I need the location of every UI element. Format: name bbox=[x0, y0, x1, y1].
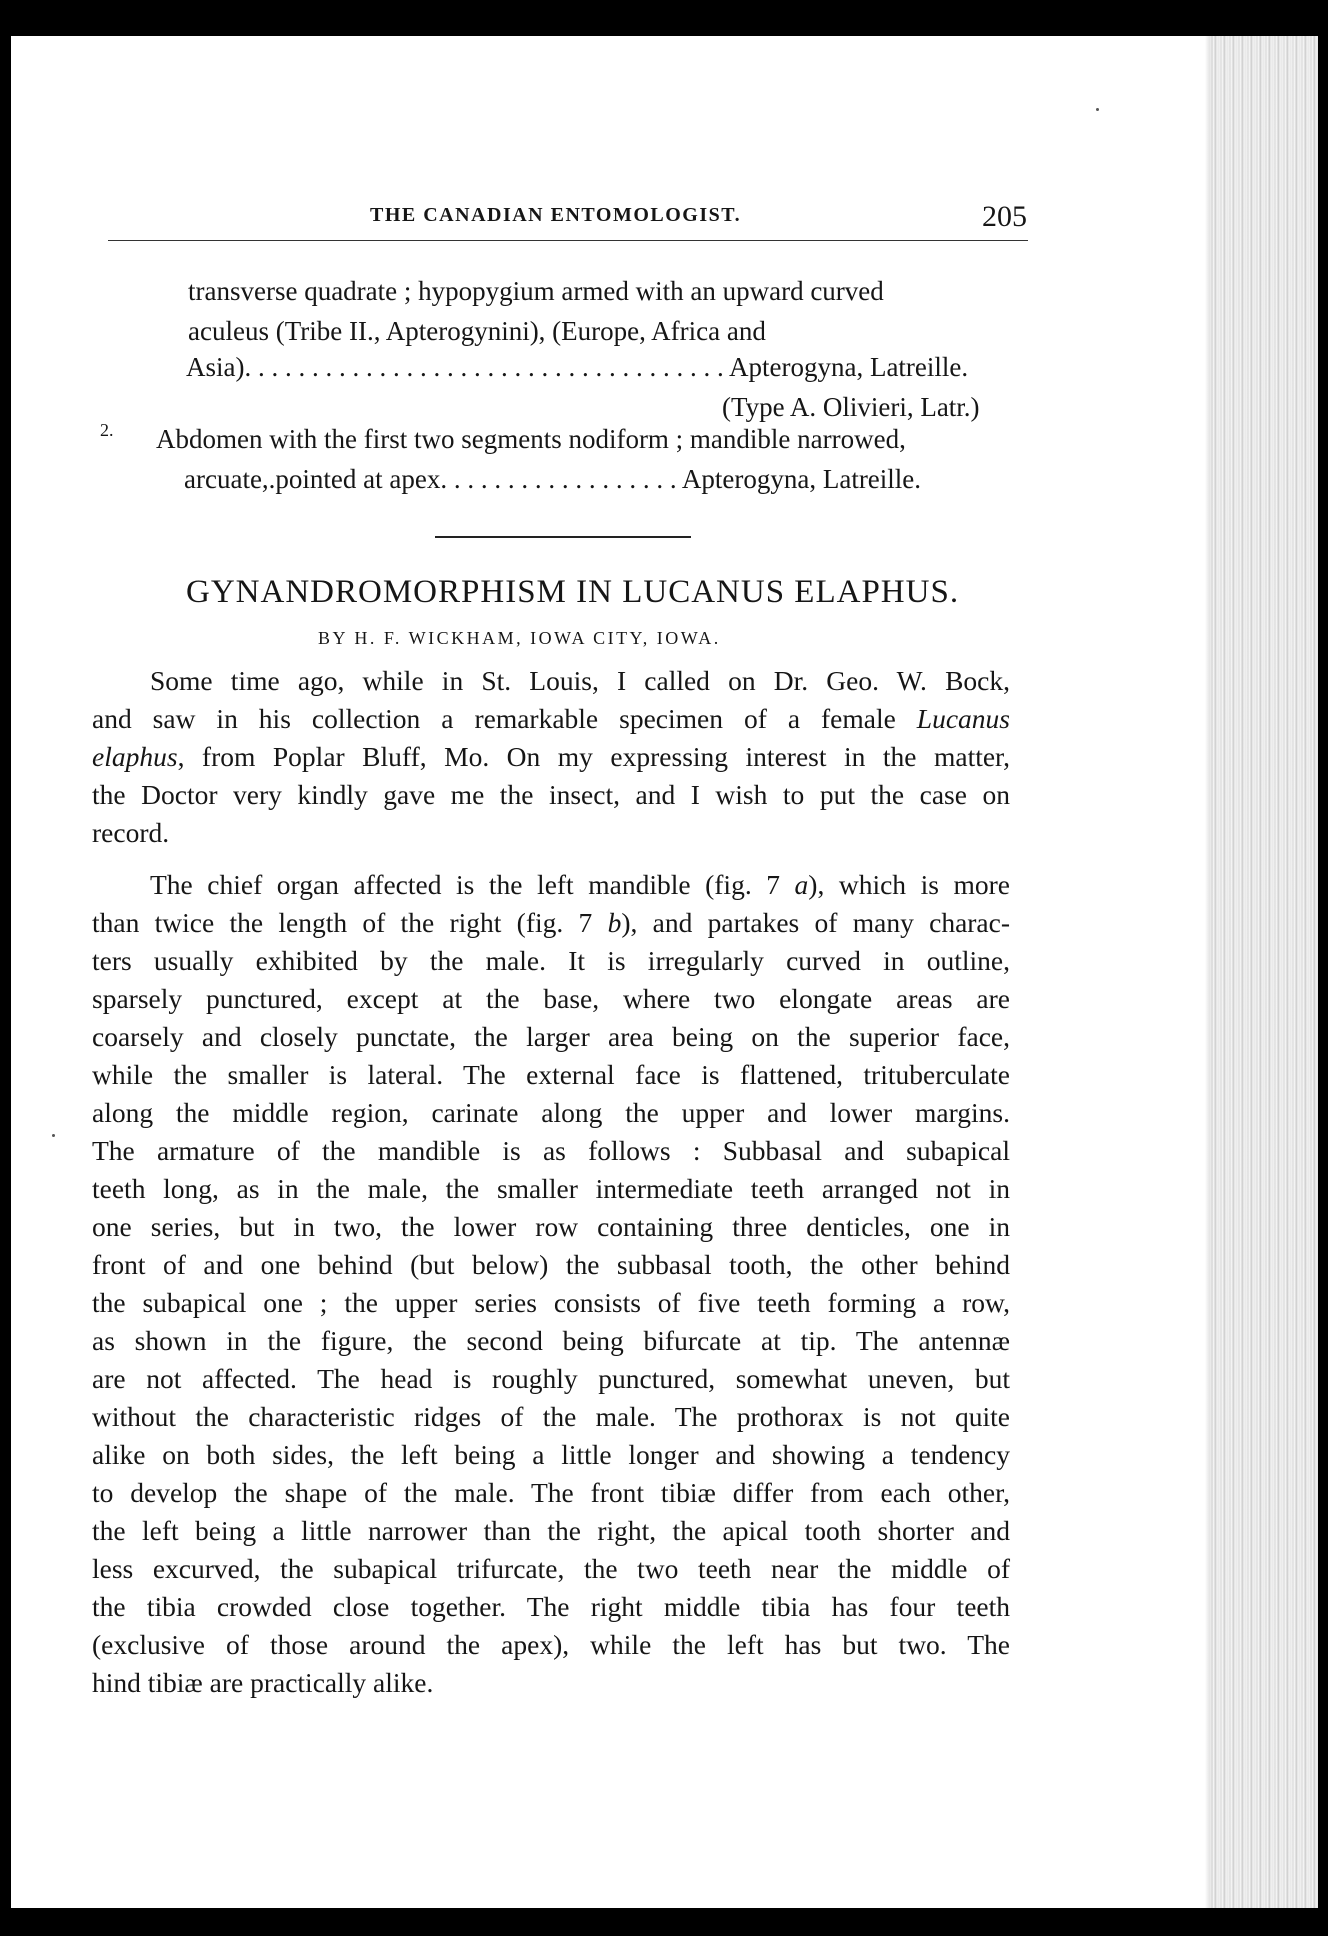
scan-border-right bbox=[1318, 0, 1328, 1936]
paragraph-line: as shown in the figure, the second being bifurcate at tip. The antennæ bbox=[92, 1325, 1010, 1356]
paragraph-line: the Doctor very kindly gave me the insect, and I wish to put the case on bbox=[92, 779, 1010, 810]
header-rule bbox=[108, 240, 1028, 241]
paragraph-line: hind tibiæ are practically alike. bbox=[92, 1667, 434, 1698]
section-rule bbox=[435, 536, 691, 538]
paragraph-line: the subapical one ; the upper series consists of five teeth forming a row, bbox=[92, 1287, 1010, 1318]
key-line: Asia). . . . . . . . . . . . . . . . . . . . . . . . . . . . . . . . . . . . Apterogyna, Latreille. bbox=[186, 352, 969, 382]
paragraph-line: coarsely and closely punctate, the larger area being on the superior face, bbox=[92, 1021, 1010, 1052]
paragraph-line: than twice the length of the right (fig. 7 b), and partakes of many charac- bbox=[92, 907, 1010, 938]
paragraph-line: ters usually exhibited by the male. It is irregularly curved in outline, bbox=[92, 945, 1010, 976]
paragraph-line: along the middle region, carinate along the upper and lower margins. bbox=[92, 1097, 1010, 1128]
paragraph-line: (exclusive of those around the apex), while the left has but two. The bbox=[92, 1629, 1010, 1660]
paragraph-line: sparsely punctured, except at the base, where two elongate areas are bbox=[92, 983, 1010, 1014]
paragraph-line: Some time ago, while in St. Louis, I called on Dr. Geo. W. Bock, bbox=[150, 665, 1010, 696]
paragraph-line: and saw in his collection a remarkable specimen of a female Lucanus bbox=[92, 703, 1010, 734]
paragraph-line: without the characteristic ridges of the male. The prothorax is not quite bbox=[92, 1401, 1010, 1432]
key-line: arcuate,.pointed at apex. . . . . . . . . . . . . . . . . . Apterogyna, Latreille. bbox=[184, 464, 922, 494]
paragraph-line: while the smaller is lateral. The external face is flattened, trituberculate bbox=[92, 1059, 1010, 1090]
scan-border-top bbox=[0, 0, 1328, 36]
page-edge-stack bbox=[1210, 36, 1318, 1908]
paragraph-line: The armature of the mandible is as follows : Subbasal and subapical bbox=[92, 1135, 1010, 1166]
key-line: transverse quadrate ; hypopygium armed with an upward curved bbox=[188, 276, 884, 306]
paragraph-line: the left being a little narrower than the right, the apical tooth shorter and bbox=[92, 1515, 1010, 1546]
paragraph-line: elaphus, from Poplar Bluff, Mo. On my expressing interest in the matter, bbox=[92, 741, 1010, 772]
paragraph-line: the tibia crowded close together. The right middle tibia has four teeth bbox=[92, 1591, 1010, 1622]
paragraph-line: alike on both sides, the left being a little longer and showing a tendency bbox=[92, 1439, 1010, 1470]
scan-speck bbox=[1096, 108, 1099, 111]
key-line: (Type A. Olivieri, Latr.) bbox=[722, 392, 980, 422]
article-title: GYNANDROMORPHISM IN LUCANUS ELAPHUS. bbox=[186, 574, 960, 610]
couplet-number: 2. bbox=[100, 420, 114, 440]
taxon-name: elaphus bbox=[92, 741, 178, 772]
scan-speck bbox=[52, 1134, 55, 1137]
scan-border-bottom bbox=[0, 1908, 1328, 1936]
article-byline: BY H. F. WICKHAM, IOWA CITY, IOWA. bbox=[318, 628, 721, 648]
key-line: Abdomen with the first two segments nodiform ; mandible narrowed, bbox=[156, 424, 906, 454]
paragraph-line: one series, but in two, the lower row containing three denticles, one in bbox=[92, 1211, 1010, 1242]
paragraph-line: front of and one behind (but below) the subbasal tooth, the other behind bbox=[92, 1249, 1010, 1280]
paragraph-line: teeth long, as in the male, the smaller intermediate teeth arranged not in bbox=[92, 1173, 1010, 1204]
taxon-name: Lucanus bbox=[916, 703, 1010, 734]
scan-border-left bbox=[0, 0, 11, 1936]
running-title: THE CANADIAN ENTOMOLOGIST. bbox=[370, 204, 742, 226]
page-number: 205 bbox=[982, 200, 1027, 233]
paragraph-line: record. bbox=[92, 817, 170, 848]
key-line: aculeus (Tribe II., Apterogynini), (Europe, Africa and bbox=[188, 316, 766, 346]
paragraph-line: are not affected. The head is roughly punctured, somewhat uneven, but bbox=[92, 1363, 1010, 1394]
paragraph-line: less excurved, the subapical trifurcate, the two teeth near the middle of bbox=[92, 1553, 1010, 1584]
paragraph-line: to develop the shape of the male. The front tibiæ differ from each other, bbox=[92, 1477, 1010, 1508]
paragraph-line: The chief organ affected is the left mandible (fig. 7 a), which is more bbox=[150, 869, 1010, 900]
